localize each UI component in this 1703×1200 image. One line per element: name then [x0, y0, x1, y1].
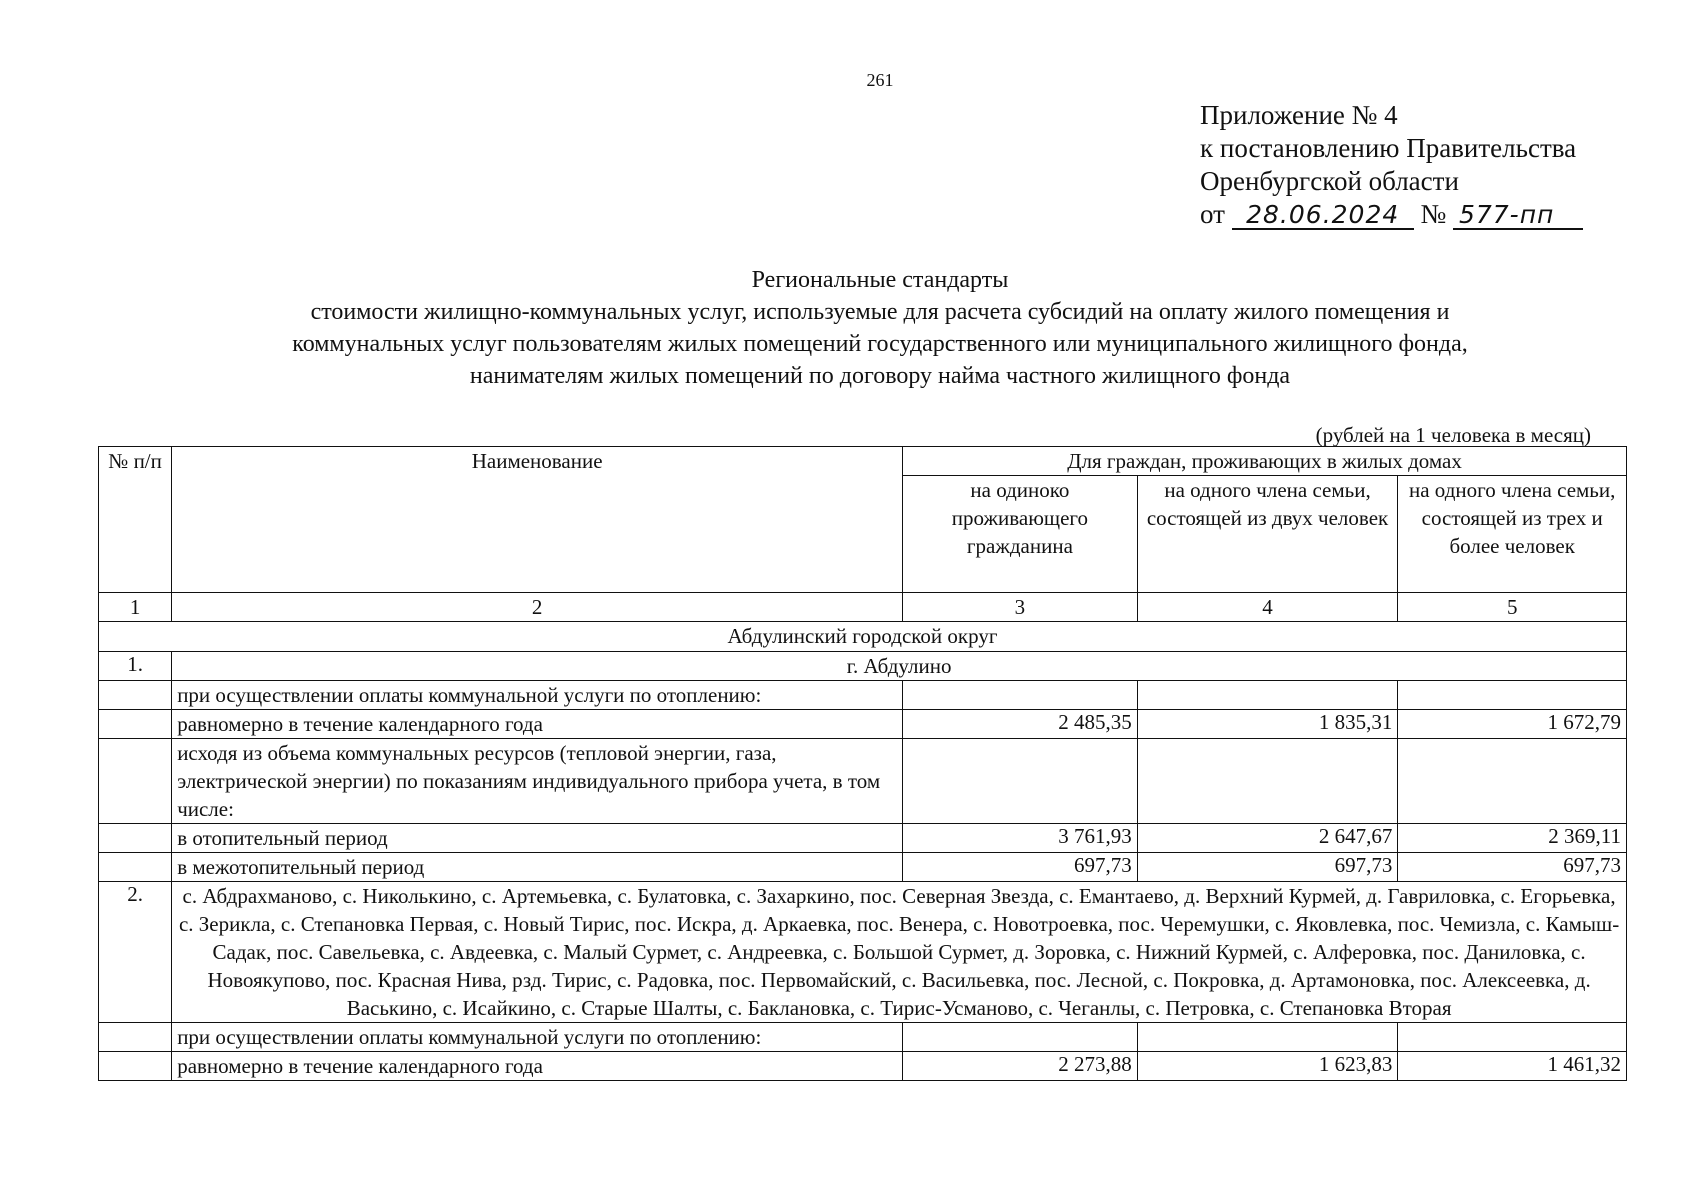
appendix-line-3: Оренбургской области	[1200, 166, 1459, 196]
row-label: равномерно в течение календарного года	[172, 1052, 903, 1081]
title-line-2: стоимости жилищно-коммунальных услуг, используемые для расчета субсидий на оплату жилого помещения и	[310, 299, 1450, 325]
table-row	[99, 882, 1627, 1023]
row-label: при осуществлении оплаты коммунальной услуги по отоплению:	[172, 1023, 903, 1052]
locality-name: г. Абдулино	[172, 652, 1627, 681]
value-two	[1137, 681, 1398, 710]
row-number: 2.	[99, 882, 172, 1023]
row-label: равномерно в течение календарного года	[172, 710, 903, 739]
value-three-plus: 1 461,32	[1398, 1052, 1627, 1081]
section-row	[99, 622, 1627, 652]
value-single	[903, 739, 1138, 824]
column-number: 3	[903, 593, 1138, 622]
table-row	[99, 853, 1627, 882]
column-number: 1	[99, 593, 172, 622]
value-two: 1 835,31	[1137, 710, 1398, 739]
page-number: 261	[866, 70, 894, 90]
value-single	[903, 681, 1138, 710]
header-number: № п/п	[99, 447, 172, 593]
document-title	[0, 264, 1703, 392]
from-label: от	[1200, 199, 1225, 229]
value-three-plus: 697,73	[1398, 853, 1627, 882]
value-single: 3 761,93	[903, 824, 1138, 853]
handwritten-number: 577-пп	[1453, 202, 1583, 230]
row-label: в межотопительный период	[172, 853, 903, 882]
row-label: при осуществлении оплаты коммунальной услуги по отоплению:	[172, 681, 903, 710]
row-label: в отопительный период	[172, 824, 903, 853]
title-line-4: нанимателям жилых помещений по договору найма частного жилищного фонда	[469, 363, 1291, 389]
value-three-plus: 2 369,11	[1398, 824, 1627, 853]
value-two: 2 647,67	[1137, 824, 1398, 853]
value-three-plus: 1 672,79	[1398, 710, 1627, 739]
table-row	[99, 1052, 1627, 1081]
header-single: на одиноко проживающего гражданина	[903, 476, 1138, 593]
table-row	[99, 739, 1627, 824]
value-three-plus	[1398, 739, 1627, 824]
header-two-person: на одного члена семьи, состоящей из двух человек	[1137, 476, 1398, 593]
appendix-line-1: Приложение № 4	[1200, 100, 1398, 130]
table-row	[99, 710, 1627, 739]
value-single	[903, 1023, 1138, 1052]
appendix-date-line	[1200, 198, 1583, 231]
value-two	[1137, 739, 1398, 824]
locality-list: с. Абдрахманово, с. Николькино, с. Артемьевка, с. Булатовка, с. Захаркино, пос. Северная Звезда, с. Емантаево, д. Верхний Курмей, д. Гавриловка, с. Егорьевка, с. Зерикла, с. Степановка Первая, с. Новый Тирис, пос. Искра, д. Аркаевка, пос. Венера, с. Новотроевка, пос. Черемушки, с. Яковлевка, пос. Чемизла, с. Камыш-Садак, пос. Савельевка, с. Авдеевка, с. Малый Сурмет, с. Андреевка, с. Большой Сурмет, д. Зоровка, с. Нижний Курмей, с. Алферовка, пос. Даниловка, с. Новоякупово, пос. Красная Нива, рзд. Тирис, с. Радовка, пос. Первомайский, с. Васильевка, пос. Лесной, с. Покровка, д. Артамоновка, пос. Алексеевка, д. Васькино, с. Исайкино, с. Старые Шалты, с. Баклановка, с. Тирис-Усманово, с. Чеганлы, с. Петровка, с. Степановка Вторая	[172, 882, 1627, 1023]
number-label: №	[1420, 199, 1447, 229]
standards-table	[98, 446, 1627, 1081]
handwritten-date: 28.06.2024	[1232, 202, 1414, 230]
appendix-line-2: к постановлению Правительства	[1200, 133, 1577, 163]
value-single: 2 485,35	[903, 710, 1138, 739]
row-label: исходя из объема коммунальных ресурсов (тепловой энергии, газа, электрической энергии) по показаниям индивидуального прибора учета, в том числе:	[172, 739, 903, 824]
value-single: 697,73	[903, 853, 1138, 882]
units-note: (рублей на 1 человека в месяц)	[1315, 423, 1591, 447]
column-number: 5	[1398, 593, 1627, 622]
value-two: 1 623,83	[1137, 1052, 1398, 1081]
column-number: 2	[172, 593, 903, 622]
value-two: 697,73	[1137, 853, 1398, 882]
column-numbers-row	[99, 593, 1627, 622]
value-two	[1137, 1023, 1398, 1052]
row-number: 1.	[99, 652, 172, 681]
value-three-plus	[1398, 681, 1627, 710]
table-row	[99, 681, 1627, 710]
column-number: 4	[1137, 593, 1398, 622]
title-line-3: коммунальных услуг пользователям жилых помещений государственного или муниципального жилищного фонда,	[292, 331, 1468, 357]
header-group: Для граждан, проживающих в жилых домах	[903, 447, 1627, 476]
section-title: Абдулинский городской округ	[99, 622, 1627, 652]
title-line-1: Региональные стандарты	[751, 267, 1009, 293]
table-row	[99, 652, 1627, 681]
table-row	[99, 1023, 1627, 1052]
value-single: 2 273,88	[903, 1052, 1138, 1081]
header-three-plus: на одного члена семьи, состоящей из трех и более человек	[1398, 476, 1627, 593]
table-row	[99, 824, 1627, 853]
value-three-plus	[1398, 1023, 1627, 1052]
header-name: Наименование	[172, 447, 903, 593]
appendix-block	[1200, 99, 1583, 231]
